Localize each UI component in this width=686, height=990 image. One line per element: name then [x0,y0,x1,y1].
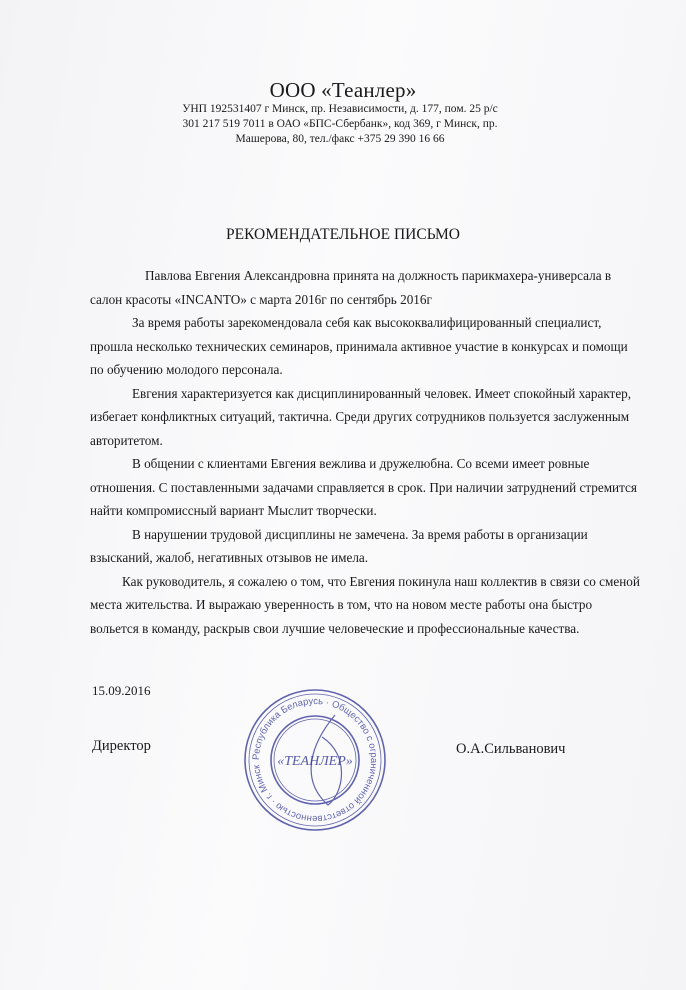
company-seal-stamp [240,685,390,835]
requisites-line: УНП 192531407 г Минск, пр. Независимости, д. 177, пом. 25 р/с [182,103,498,115]
requisites-line: Машерова, 80, тел./факс +375 29 390 16 66 [235,133,445,145]
paragraph: В нарушении трудовой дисциплины не замечена. За время работы в организации взысканий, жалоб, негативных отзывов не имела. [90,526,588,565]
paragraph: Павлова Евгения Александровна принята на должность парикмахера-универсала в салон красоты «INCANTO» с марта 2016г по сентябрь 2016г [90,268,612,307]
seal-ring-text: Республика Беларусь · Общество с ограниченной ответственностью · г. Минск [250,695,380,825]
paragraph: За время работы зарекомендовала себя как высококвалифицированный специалист, прошла несколько технических семинаров, принимала активное участие в конкурсах и помощи по обучению молодого персонала. [90,315,628,377]
seal-center-text: «ТЕАНЛЕР» [277,754,353,769]
company-name: ООО «Теанлер» [269,78,417,102]
signer-position: Директор [92,738,151,754]
paragraph: В общении с клиентами Евгения вежлива и дружелюбна. Со всеми имеет ровные отношения. С поставленными задачами справляется в срок. При наличии затруднений стремится найти компромиссный вариант Мыслит творчески. [90,456,637,518]
paragraph: Как руководитель, я сожалею о том, что Евгения покинула наш коллектив в связи со сменой места жительства. И выражаю уверенность в том, что на новом месте работы она быстро вольется в команду, раскрыв свои лучшие человеческие и профессиональные качества. [90,573,640,636]
signer-name: О.А.Сильванович [456,741,566,757]
paragraph: Евгения характеризуется как дисциплинированный человек. Имеет спокойный характер, избегает конфликтных ситуаций, тактична. Среди других сотрудников пользуется заслуженным авторитетом. [90,385,632,448]
document-title: РЕКОМЕНДАТЕЛЬНОЕ ПИСЬМО [226,226,460,243]
requisites-line: 301 217 519 7011 в ОАО «БПС-Сбербанк», код 369, г Минск, пр. [182,118,498,130]
letter-body [90,264,640,640]
company-requisites [170,102,510,147]
letter-date: 15.09.2016 [92,683,151,698]
